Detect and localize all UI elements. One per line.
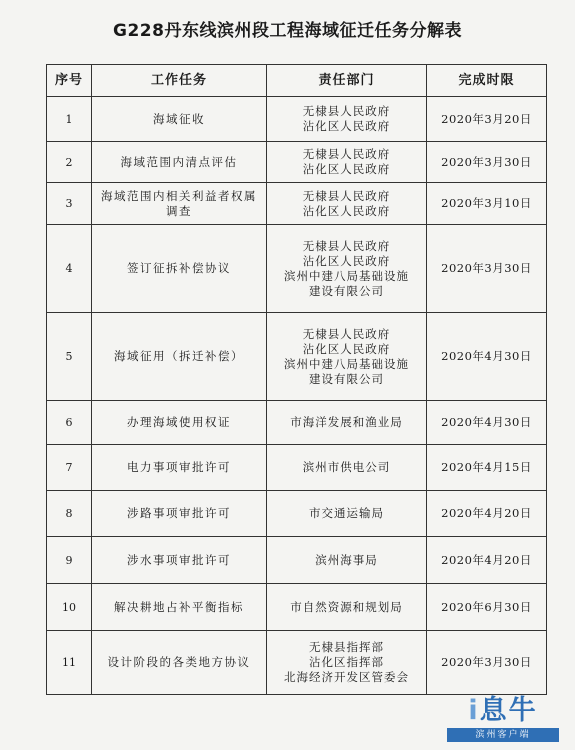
row-number: 4 [47,225,92,313]
table-row [47,445,547,491]
table-row [47,401,547,445]
dept-line: 沾化区人民政府 [302,341,391,356]
table-body [47,97,547,695]
dept-line: 沾化区指挥部 [309,655,384,669]
row-dept [267,445,427,491]
row-dept [267,225,427,313]
row-task: 涉路事项审批许可 [92,491,267,537]
row-number: 10 [47,584,92,631]
row-task: 解决耕地占补平衡指标 [92,584,267,631]
watermark-text: 息牛 [479,695,538,726]
row-deadline: 2020年4月15日 [427,445,547,491]
table-header-row [47,65,547,97]
dept-line: 无棣县指挥部 [309,640,384,654]
task-table [46,64,547,695]
row-deadline: 2020年4月30日 [427,313,547,401]
dept-line: 滨州中建八局基础设施 [284,268,409,283]
row-task: 办理海域使用权证 [92,401,267,445]
dept-line: 建设有限公司 [309,283,384,298]
dept-line: 滨州海事局 [315,552,378,567]
row-deadline: 2020年3月20日 [427,97,547,142]
row-deadline: 2020年4月30日 [427,401,547,445]
row-task: 海域范围内清点评估 [92,142,267,183]
table-row [47,97,547,142]
row-deadline: 2020年3月30日 [427,631,547,695]
row-dept [267,97,427,142]
row-deadline: 2020年4月20日 [427,491,547,537]
row-task: 涉水事项审批许可 [92,537,267,584]
row-number: 1 [47,97,92,142]
dept-line: 无棣县人民政府 [302,326,391,341]
dept-line: 沾化区人民政府 [302,253,391,268]
row-deadline: 2020年3月30日 [427,225,547,313]
row-number: 2 [47,142,92,183]
dept-line: 北海经济开发区管委会 [284,670,409,684]
row-number: 3 [47,183,92,225]
row-dept [267,537,427,584]
header-deadline: 完成时限 [427,65,547,97]
dept-line: 市自然资源和规划局 [290,599,403,614]
table-row [47,313,547,401]
watermark-logo [439,694,567,744]
watermark-sub: 滨州客户端 [447,728,559,742]
dept-line: 沾化区人民政府 [302,119,391,133]
table-row [47,537,547,584]
row-task: 海域征收 [92,97,267,142]
table-row [47,491,547,537]
row-number: 7 [47,445,92,491]
table-row [47,183,547,225]
table-row [47,225,547,313]
header-dept: 责任部门 [267,65,427,97]
row-dept [267,401,427,445]
dept-line: 沾化区人民政府 [302,162,391,176]
document-title: G228丹东线滨州段工程海域征迁任务分解表 [113,21,462,41]
row-task: 海域征用（拆迁补偿） [92,313,267,401]
dept-line: 滨州市供电公司 [302,460,391,474]
row-dept [267,584,427,631]
row-task: 签订征拆补偿协议 [92,225,267,313]
dept-line: 市海洋发展和渔业局 [290,415,403,429]
row-number: 8 [47,491,92,537]
header-no: 序号 [47,65,92,97]
dept-line: 无棣县人民政府 [302,238,391,253]
table-row [47,142,547,183]
dept-line: 建设有限公司 [309,371,384,386]
watermark-prefix: i [468,695,480,726]
dept-line: 无棣县人民政府 [302,188,391,203]
row-dept [267,142,427,183]
row-deadline: 2020年3月30日 [427,142,547,183]
row-number: 5 [47,313,92,401]
row-dept [267,313,427,401]
row-task: 电力事项审批许可 [92,445,267,491]
row-number: 6 [47,401,92,445]
row-dept [267,491,427,537]
row-dept [267,183,427,225]
row-deadline: 2020年3月10日 [427,183,547,225]
row-deadline: 2020年4月20日 [427,537,547,584]
row-number: 9 [47,537,92,584]
table-row [47,584,547,631]
row-task: 设计阶段的各类地方协议 [92,631,267,695]
table-row [47,631,547,695]
dept-line: 无棣县人民政府 [302,104,391,118]
watermark-main [439,694,567,728]
dept-line: 滨州中建八局基础设施 [284,356,409,371]
row-dept [267,631,427,695]
dept-line: 沾化区人民政府 [302,203,391,218]
dept-line: 市交通运输局 [309,506,384,520]
dept-line: 无棣县人民政府 [302,147,391,161]
row-number: 11 [47,631,92,695]
row-deadline: 2020年6月30日 [427,584,547,631]
row-task: 海域范围内相关利益者权属调查 [92,183,267,225]
header-task: 工作任务 [92,65,267,97]
